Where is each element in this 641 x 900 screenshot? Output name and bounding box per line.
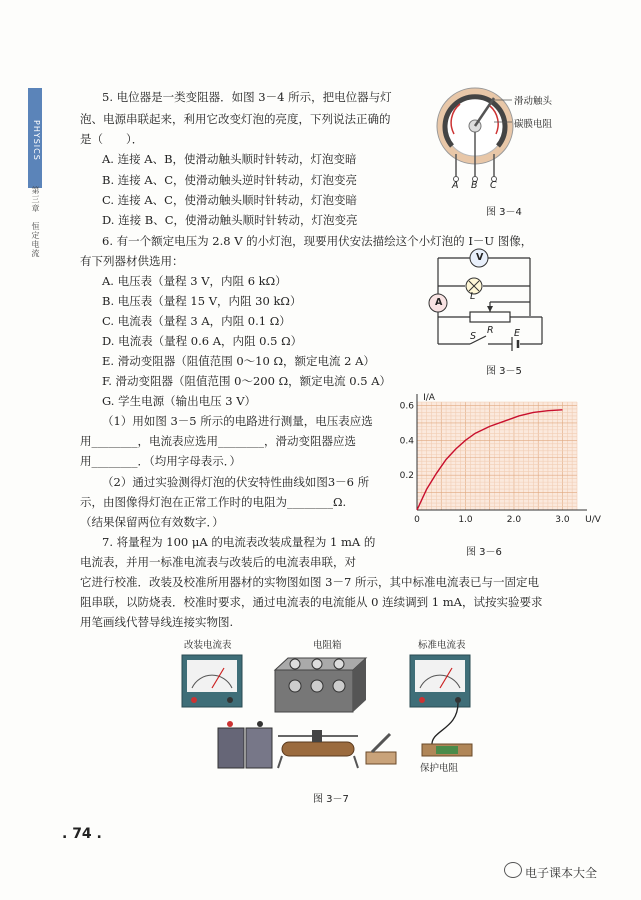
label-carbon-film: 碳膜电阻	[514, 119, 553, 130]
y-tick-label: 0.4	[399, 436, 414, 447]
protective-resistor-label: 保护电阻	[420, 763, 459, 774]
wechat-icon	[504, 862, 522, 878]
q5-stem-1: 5. 电位器是一类变阻器．如图 3－4 所示，把电位器与灯	[102, 90, 392, 104]
q6-option-f: F. 滑动变阻器（阻值范围 0～200 Ω，额定电流 0.5 A）	[102, 374, 392, 388]
chapter-label: 第三章 恒定电流	[31, 186, 40, 258]
terminal-c: C	[490, 180, 497, 191]
q5-option-b: B. 连接 A、C，使滑动触头逆时针转动，灯泡变亮	[102, 173, 358, 187]
label-slider-contact: 滑动触头	[514, 96, 553, 107]
q5-option-a: A. 连接 A、B，使滑动触头顺时针转动，灯泡变暗	[102, 152, 357, 166]
fig-3-7-caption: 图 3－7	[313, 794, 349, 805]
voltmeter-symbol: V	[476, 252, 484, 263]
battery-pack-icon	[218, 721, 272, 768]
resistance-box-label: 电阻箱	[313, 640, 342, 651]
x-tick-label: 1.0	[458, 515, 473, 525]
iu-chart	[395, 388, 601, 538]
q6-part2-c: （结果保留两位有效数字．）	[80, 515, 224, 529]
q6-option-b: B. 电压表（量程 15 V，内阻 30 kΩ）	[102, 294, 302, 308]
fig-3-5-caption: 图 3－5	[486, 366, 522, 377]
standard-ammeter-icon	[410, 655, 470, 707]
modified-ammeter-label: 改装电流表	[184, 640, 232, 651]
resistance-box-icon	[275, 658, 366, 712]
q6-option-a: A. 电压表（量程 3 V，内阻 6 kΩ）	[102, 274, 287, 288]
fig-3-6-caption: 图 3－6	[466, 547, 502, 558]
q5-stem-2: 泡、电源串联起来，利用它改变灯泡的亮度，下列说法正确的	[80, 112, 391, 126]
q6-option-d: D. 电流表（量程 0.6 A，内阻 0.5 Ω）	[102, 334, 303, 348]
standard-ammeter-label: 标准电流表	[418, 640, 466, 651]
q6-part1-b: 用________，电流表应选用________，滑动变阻器应选	[80, 434, 356, 448]
protective-resistor-icon	[422, 744, 472, 756]
q7-line-4: 阻串联，以防烧表．校准时要求，通过电流表的电流能从 0 连续调到 1 mA，试按实验要求	[80, 595, 543, 609]
switch-icon	[366, 734, 396, 764]
q5-option-c: C. 连接 A、C，使滑动触头顺时针转动，灯泡变暗	[102, 193, 357, 207]
page-number: . 74 .	[62, 826, 102, 842]
q7-line-2: 电流表，并用一标准电流表与改装后的电流表串联，对	[80, 555, 356, 569]
q6-part2-a: （2）通过实验测得灯泡的伏安特性曲线如图3－6 所	[102, 475, 370, 489]
x-tick-label: 0	[414, 515, 420, 525]
modified-ammeter-icon	[182, 655, 242, 707]
q6-stem-1: 6. 有一个额定电压为 2.8 V 的小灯泡，现要用伏安法描绘这个小灯泡的 I－U 图像，	[102, 234, 533, 248]
apparatus-figure	[170, 650, 490, 780]
q5-option-d: D. 连接 B、C，使滑动触头顺时针转动，灯泡变亮	[102, 213, 358, 227]
ammeter-symbol: A	[435, 297, 443, 308]
y-axis-label: I/A	[423, 393, 435, 403]
watermark-text: 电子课本大全	[525, 866, 598, 880]
q6-part1-c: 用________．（均用字母表示．）	[80, 454, 241, 468]
circuit-diagram	[430, 246, 560, 356]
terminal-b: B	[471, 180, 478, 191]
rheostat-label: R	[487, 325, 494, 336]
q7-line-1: 7. 将量程为 100 μA 的电流表改装成量程为 1 mA 的	[102, 535, 376, 549]
potentiometer-leader-lines	[494, 94, 514, 134]
q6-option-e: E. 滑动变阻器（阻值范围 0～10 Ω，额定电流 2 A）	[102, 354, 375, 368]
q6-part2-b: 示，由图像得灯泡在正常工作时的电阻为________Ω.	[80, 495, 347, 509]
y-tick-label: 0.2	[399, 471, 414, 482]
q7-line-5: 用笔画线代替导线连接实物图.	[80, 615, 234, 629]
x-tick-label: 3.0	[555, 515, 570, 525]
x-axis-label: U/V	[585, 515, 601, 525]
fig-3-4-caption: 图 3－4	[486, 207, 522, 218]
q7-line-3: 它进行校准．改装及校准所用器材的实物图如图 3－7 所示，其中标准电流表已与一固定电	[80, 575, 539, 589]
lamp-label: L	[470, 291, 476, 302]
sidebar-label: PHYSICS	[32, 120, 41, 161]
rheostat-icon	[278, 730, 358, 768]
y-tick-label: 0.6	[399, 401, 414, 412]
q6-part1-a: （1）用如图 3－5 所示的电路进行测量，电压表应选	[102, 414, 373, 428]
switch-label: S	[470, 331, 477, 342]
q6-option-g: G. 学生电源（输出电压 3 V）	[102, 394, 257, 408]
terminal-a: A	[452, 180, 459, 191]
q6-stem-2: 有下列器材供选用：	[80, 254, 184, 268]
q6-option-c: C. 电流表（量程 3 A，内阻 0.1 Ω）	[102, 314, 291, 328]
battery-label: E	[514, 328, 521, 339]
q5-stem-3: 是（ ）．	[80, 132, 144, 146]
x-tick-label: 2.0	[506, 515, 522, 525]
